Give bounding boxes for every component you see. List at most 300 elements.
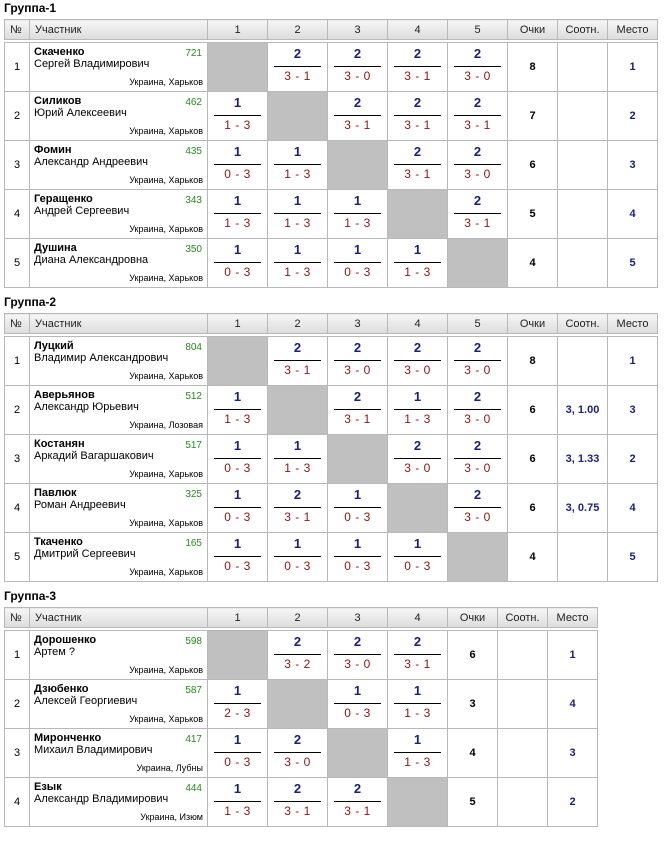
match-result [388, 239, 448, 288]
match-points: 2 [473, 487, 482, 502]
fraction-line [214, 164, 261, 165]
fraction-line [334, 556, 381, 557]
match-result [388, 386, 448, 435]
fraction-line [334, 654, 381, 655]
match-result [328, 43, 388, 92]
match-result [448, 386, 508, 435]
header-opponent-col: 3 [328, 608, 388, 628]
fraction-line [214, 556, 261, 557]
player-fullname: Диана Александровна [34, 254, 149, 266]
self-match-cell [328, 435, 388, 484]
match-points: 1 [293, 536, 302, 551]
self-match-cell [388, 778, 448, 827]
fraction-line [334, 360, 381, 361]
match-result [328, 337, 388, 386]
match-result [208, 435, 268, 484]
match-score: 0 - 3 [224, 265, 251, 279]
match-result [448, 484, 508, 533]
fraction-line [454, 409, 501, 410]
group-section [0, 2, 664, 288]
points-value: 4 [448, 729, 498, 778]
player-rating: 343 [185, 195, 202, 206]
header-points: Очки [508, 20, 558, 40]
player-city: Украина, Харьков [129, 273, 203, 283]
match-points: 1 [353, 683, 362, 698]
player-city: Украина, Харьков [129, 224, 203, 234]
place-value: 1 [548, 631, 598, 680]
player-fullname: Роман Андреевич [34, 499, 126, 511]
player-rating: 350 [185, 244, 202, 255]
fraction-line [274, 66, 321, 67]
header-points: Очки [508, 314, 558, 334]
match-score: 0 - 3 [344, 510, 371, 524]
ratio-value: 3, 1.00 [558, 386, 608, 435]
points-value: 6 [508, 386, 558, 435]
self-match-cell [388, 484, 448, 533]
match-score: 3 - 0 [464, 363, 491, 377]
header-place: Место [608, 314, 658, 334]
match-result [388, 43, 448, 92]
table-row [5, 92, 658, 141]
fraction-line [454, 507, 501, 508]
points-value: 7 [508, 92, 558, 141]
match-points: 2 [353, 95, 362, 110]
fraction-line [394, 360, 441, 361]
player-city: Украина, Изюм [140, 812, 203, 822]
player-city: Украина, Харьков [129, 175, 203, 185]
match-result [208, 484, 268, 533]
header-num: № [5, 608, 30, 628]
participant-cell[interactable] [30, 631, 208, 680]
points-value: 8 [508, 43, 558, 92]
match-result [268, 729, 328, 778]
player-surname[interactable]: Силиков [34, 95, 82, 107]
match-score: 1 - 3 [224, 216, 251, 230]
header-opponent-col: 4 [388, 314, 448, 334]
header-place: Место [548, 608, 598, 628]
match-result [268, 435, 328, 484]
participant-cell[interactable] [30, 484, 208, 533]
player-surname[interactable]: Геращенко [34, 193, 93, 205]
player-fullname: Александр Юрьевич [34, 401, 139, 413]
table-row [5, 386, 658, 435]
fraction-line [274, 752, 321, 753]
group-title: Группа-2 [4, 295, 57, 309]
row-number: 2 [5, 680, 30, 729]
match-score: 1 - 3 [284, 167, 311, 181]
ratio-value [558, 533, 608, 582]
fraction-line [214, 703, 261, 704]
match-score: 3 - 2 [284, 657, 311, 671]
match-result [328, 386, 388, 435]
ratio-value: 3, 0.75 [558, 484, 608, 533]
fraction-line [454, 66, 501, 67]
match-points: 2 [293, 634, 302, 649]
match-score: 1 - 3 [284, 265, 311, 279]
place-value: 5 [608, 239, 658, 288]
header-opponent-col: 1 [208, 314, 268, 334]
player-fullname: Аркадий Вагаршакович [34, 450, 154, 462]
fraction-line [454, 213, 501, 214]
match-result [268, 190, 328, 239]
match-points: 2 [293, 46, 302, 61]
player-rating: 325 [185, 489, 202, 500]
match-score: 3 - 0 [464, 412, 491, 426]
fraction-line [394, 703, 441, 704]
match-points: 1 [293, 242, 302, 257]
player-fullname: Андрей Сергеевич [34, 205, 130, 217]
player-surname[interactable]: Ткаченко [34, 536, 83, 548]
fraction-line [394, 115, 441, 116]
participant-cell[interactable] [30, 778, 208, 827]
match-result [268, 484, 328, 533]
match-points: 1 [353, 536, 362, 551]
player-surname[interactable]: Миронченко [34, 732, 102, 744]
match-points: 1 [293, 438, 302, 453]
fraction-line [274, 164, 321, 165]
self-match-cell [268, 92, 328, 141]
match-points: 1 [233, 193, 242, 208]
match-result [268, 43, 328, 92]
match-result [208, 680, 268, 729]
player-surname[interactable]: Дзюбенко [34, 683, 89, 695]
match-score: 1 - 3 [404, 755, 431, 769]
participant-cell[interactable] [30, 92, 208, 141]
player-surname[interactable]: Фомин [34, 144, 72, 156]
player-surname[interactable]: Езык [34, 781, 62, 793]
match-points: 1 [353, 193, 362, 208]
row-number: 3 [5, 435, 30, 484]
match-score: 3 - 0 [344, 363, 371, 377]
match-result [448, 43, 508, 92]
fraction-line [394, 262, 441, 263]
match-result [268, 141, 328, 190]
match-points: 2 [293, 781, 302, 796]
fraction-line [274, 654, 321, 655]
group-section [0, 590, 664, 827]
match-points: 2 [413, 634, 422, 649]
fraction-line [334, 801, 381, 802]
row-number: 2 [5, 386, 30, 435]
match-score: 1 - 3 [224, 118, 251, 132]
player-rating: 587 [185, 685, 202, 696]
match-score: 3 - 1 [464, 118, 491, 132]
fraction-line [334, 507, 381, 508]
row-number: 5 [5, 239, 30, 288]
group-table [4, 19, 658, 288]
match-result [328, 631, 388, 680]
fraction-line [214, 752, 261, 753]
player-rating: 417 [185, 734, 202, 745]
match-result [208, 533, 268, 582]
player-city: Украина, Харьков [129, 714, 203, 724]
place-value: 4 [608, 484, 658, 533]
ratio-value [558, 337, 608, 386]
ratio-value: 3, 1.33 [558, 435, 608, 484]
player-city: Украина, Харьков [129, 371, 203, 381]
row-number: 4 [5, 190, 30, 239]
player-city: Украина, Лубны [136, 763, 203, 773]
ratio-value [498, 680, 548, 729]
ratio-value [558, 43, 608, 92]
match-points: 1 [233, 487, 242, 502]
row-number: 4 [5, 778, 30, 827]
player-surname[interactable]: Дорошенко [34, 634, 97, 646]
participant-cell[interactable] [30, 190, 208, 239]
fraction-line [214, 507, 261, 508]
match-points: 2 [413, 438, 422, 453]
points-value: 6 [448, 631, 498, 680]
match-result [328, 190, 388, 239]
header-opponent-col: 1 [208, 20, 268, 40]
match-score: 1 - 3 [284, 216, 311, 230]
match-result [328, 484, 388, 533]
place-value: 2 [548, 778, 598, 827]
participant-cell[interactable] [30, 680, 208, 729]
self-match-cell [208, 337, 268, 386]
player-fullname: Сергей Владимирович [34, 58, 150, 70]
header-opponent-col: 2 [268, 20, 328, 40]
match-score: 3 - 1 [284, 510, 311, 524]
self-match-cell [208, 43, 268, 92]
match-result [208, 92, 268, 141]
player-city: Украина, Харьков [129, 518, 203, 528]
group-table [4, 607, 598, 827]
fraction-line [214, 115, 261, 116]
match-score: 3 - 1 [284, 363, 311, 377]
match-score: 3 - 0 [404, 461, 431, 475]
points-value: 6 [508, 141, 558, 190]
self-match-cell [388, 190, 448, 239]
player-fullname: Александр Андреевич [34, 156, 148, 168]
self-match-cell [328, 141, 388, 190]
match-score: 0 - 3 [344, 559, 371, 573]
place-value: 1 [608, 337, 658, 386]
fraction-line [334, 213, 381, 214]
match-score: 0 - 3 [224, 755, 251, 769]
match-result [268, 778, 328, 827]
match-score: 0 - 3 [404, 559, 431, 573]
match-score: 3 - 0 [404, 363, 431, 377]
ratio-value [558, 92, 608, 141]
player-surname[interactable]: Скаченко [34, 46, 85, 58]
points-value: 4 [508, 533, 558, 582]
header-ratio: Соотн. [498, 608, 548, 628]
header-opponent-col: 3 [328, 20, 388, 40]
participant-cell[interactable] [30, 141, 208, 190]
participant-cell[interactable] [30, 729, 208, 778]
player-surname[interactable]: Павлюк [34, 487, 77, 499]
participant-cell[interactable] [30, 386, 208, 435]
place-value: 3 [548, 729, 598, 778]
table-header [5, 314, 658, 334]
match-score: 3 - 0 [464, 461, 491, 475]
match-score: 3 - 0 [464, 69, 491, 83]
place-value: 2 [608, 92, 658, 141]
match-points: 1 [293, 193, 302, 208]
header-opponent-col: 2 [268, 608, 328, 628]
fraction-line [214, 458, 261, 459]
place-value: 4 [548, 680, 598, 729]
header-opponent-col: 4 [388, 608, 448, 628]
player-surname[interactable]: Душина [34, 242, 77, 254]
participant-cell[interactable] [30, 337, 208, 386]
match-score: 0 - 3 [224, 510, 251, 524]
row-number: 1 [5, 631, 30, 680]
points-value: 4 [508, 239, 558, 288]
player-rating: 721 [185, 48, 202, 59]
fraction-line [334, 115, 381, 116]
match-points: 1 [233, 144, 242, 159]
match-result [268, 337, 328, 386]
player-surname[interactable]: Луцкий [34, 340, 74, 352]
player-surname[interactable]: Костанян [34, 438, 85, 450]
match-score: 3 - 1 [404, 69, 431, 83]
match-result [328, 533, 388, 582]
points-value: 6 [508, 435, 558, 484]
self-match-cell [448, 239, 508, 288]
match-points: 1 [233, 536, 242, 551]
self-match-cell [268, 680, 328, 729]
match-result [388, 92, 448, 141]
player-rating: 512 [185, 391, 202, 402]
table-row [5, 484, 658, 533]
fraction-line [334, 409, 381, 410]
match-result [388, 680, 448, 729]
match-points: 2 [353, 634, 362, 649]
match-points: 2 [413, 144, 422, 159]
match-points: 1 [293, 144, 302, 159]
participant-cell[interactable] [30, 43, 208, 92]
row-number: 2 [5, 92, 30, 141]
group-title: Группа-1 [4, 1, 57, 15]
table-row [5, 533, 658, 582]
match-score: 3 - 0 [344, 69, 371, 83]
fraction-line [214, 409, 261, 410]
match-result [448, 92, 508, 141]
match-points: 2 [293, 340, 302, 355]
row-number: 1 [5, 337, 30, 386]
match-points: 2 [413, 340, 422, 355]
fraction-line [274, 262, 321, 263]
header-num: № [5, 20, 30, 40]
match-points: 2 [473, 46, 482, 61]
points-value: 5 [508, 190, 558, 239]
points-value: 3 [448, 680, 498, 729]
match-result [388, 631, 448, 680]
points-value: 6 [508, 484, 558, 533]
table-row [5, 680, 598, 729]
place-value: 1 [608, 43, 658, 92]
match-score: 3 - 0 [284, 755, 311, 769]
fraction-line [214, 262, 261, 263]
participant-cell[interactable] [30, 239, 208, 288]
player-rating: 517 [185, 440, 202, 451]
match-result [448, 190, 508, 239]
match-score: 1 - 3 [224, 412, 251, 426]
fraction-line [394, 556, 441, 557]
match-result [388, 435, 448, 484]
match-score: 3 - 1 [344, 118, 371, 132]
player-fullname: Дмитрий Сергеевич [34, 548, 136, 560]
match-points: 1 [233, 781, 242, 796]
header-opponent-col: 2 [268, 314, 328, 334]
match-points: 2 [353, 781, 362, 796]
match-score: 1 - 3 [344, 216, 371, 230]
points-value: 8 [508, 337, 558, 386]
table-row [5, 631, 598, 680]
header-ratio: Соотн. [558, 314, 608, 334]
fraction-line [394, 458, 441, 459]
group-title: Группа-3 [4, 589, 57, 603]
player-surname[interactable]: Аверьянов [34, 389, 95, 401]
header-opponent-col: 4 [388, 20, 448, 40]
fraction-line [334, 66, 381, 67]
match-points: 1 [413, 389, 422, 404]
player-rating: 444 [185, 783, 202, 794]
match-score: 3 - 0 [344, 657, 371, 671]
table-row [5, 141, 658, 190]
match-score: 3 - 1 [404, 657, 431, 671]
fraction-line [274, 801, 321, 802]
match-score: 1 - 3 [404, 412, 431, 426]
table-row [5, 778, 598, 827]
fraction-line [214, 801, 261, 802]
match-points: 2 [293, 732, 302, 747]
fraction-line [274, 213, 321, 214]
match-score: 1 - 3 [224, 804, 251, 818]
header-place: Место [608, 20, 658, 40]
player-city: Украина, Харьков [129, 665, 203, 675]
match-points: 2 [473, 193, 482, 208]
fraction-line [394, 752, 441, 753]
player-rating: 435 [185, 146, 202, 157]
row-number: 1 [5, 43, 30, 92]
player-rating: 598 [185, 636, 202, 647]
participant-cell[interactable] [30, 533, 208, 582]
self-match-cell [268, 386, 328, 435]
match-result [388, 729, 448, 778]
match-points: 1 [413, 732, 422, 747]
match-points: 1 [413, 536, 422, 551]
player-rating: 804 [185, 342, 202, 353]
tournament-results [0, 2, 664, 827]
match-score: 3 - 1 [284, 804, 311, 818]
match-points: 1 [233, 242, 242, 257]
table-row [5, 729, 598, 778]
match-points: 1 [233, 95, 242, 110]
match-result [448, 435, 508, 484]
fraction-line [274, 360, 321, 361]
match-result [328, 778, 388, 827]
match-points: 2 [353, 46, 362, 61]
player-city: Украина, Харьков [129, 126, 203, 136]
match-result [208, 239, 268, 288]
match-result [388, 337, 448, 386]
match-result [448, 141, 508, 190]
participant-cell[interactable] [30, 435, 208, 484]
match-score: 3 - 0 [464, 510, 491, 524]
table-row [5, 337, 658, 386]
header-opponent-col: 5 [448, 20, 508, 40]
match-points: 1 [413, 683, 422, 698]
player-fullname: Владимир Александрович [34, 352, 169, 364]
player-city: Украина, Харьков [129, 469, 203, 479]
match-score: 3 - 1 [344, 412, 371, 426]
fraction-line [454, 360, 501, 361]
match-score: 3 - 0 [464, 167, 491, 181]
self-match-cell [328, 729, 388, 778]
